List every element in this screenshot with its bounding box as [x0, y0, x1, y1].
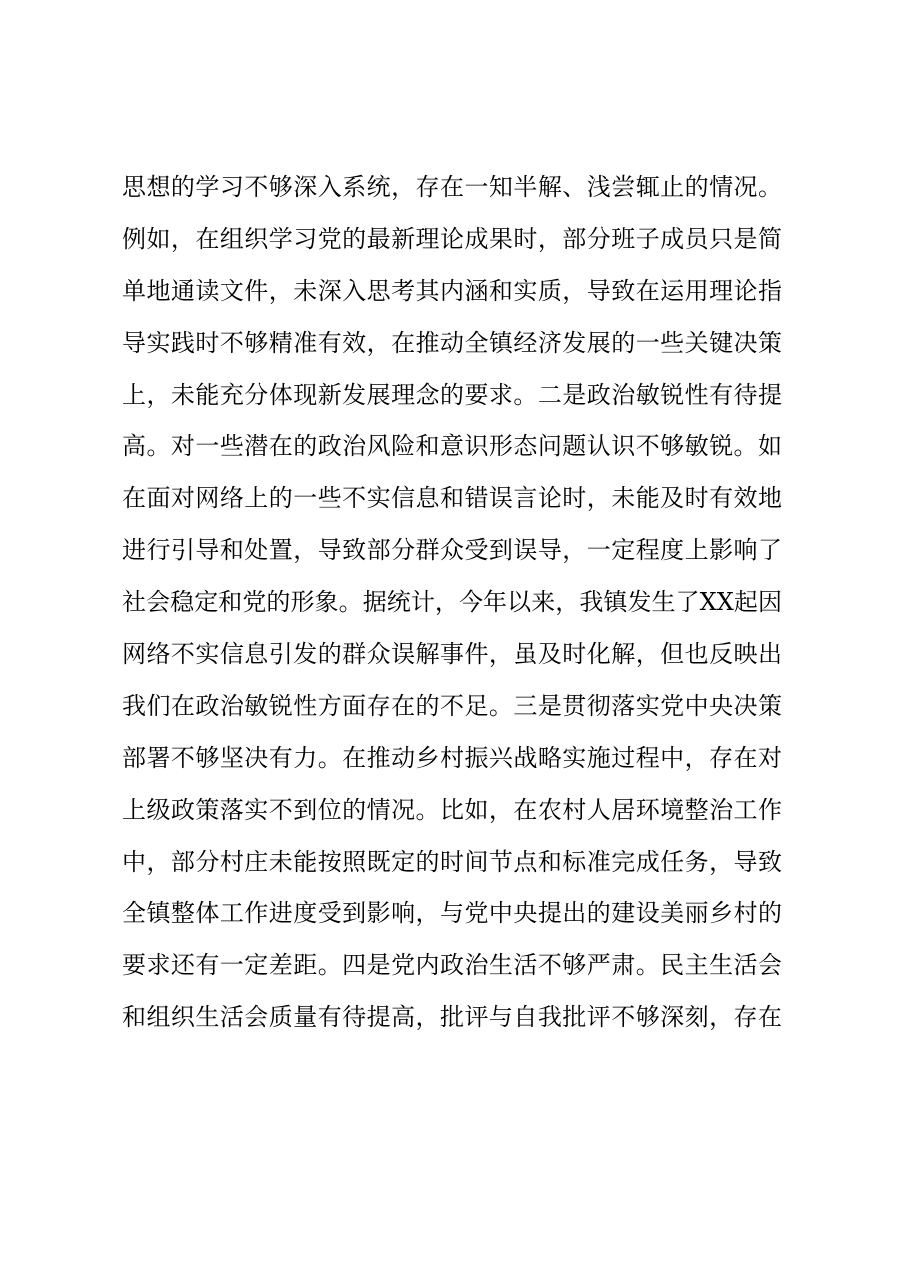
text-line: 例如，在组织学习党的最新理论成果时，部分班子成员只是简 — [122, 224, 782, 253]
text-line: 要求还有一定差距。四是党内政治生活不够严肃。民主生活会 — [122, 951, 782, 980]
text-line: 和组织生活会质量有待提高，批评与自我批评不够深刻，存在 — [122, 1003, 782, 1032]
text-line: 我们在政治敏锐性方面存在的不足。三是贯彻落实党中央决策 — [122, 691, 782, 720]
text-line: 网络不实信息引发的群众误解事件，虽及时化解，但也反映出 — [122, 640, 782, 669]
text-line: 单地通读文件，未深入思考其内涵和实质，导致在运用理论指 — [122, 276, 782, 305]
text-line: 上，未能充分体现新发展理念的要求。二是政治敏锐性有待提 — [122, 380, 782, 409]
text-line: 部署不够坚决有力。在推动乡村振兴战略实施过程中，存在对 — [122, 743, 782, 772]
text-line: 思想的学习不够深入系统，存在一知半解、浅尝辄止的情况。 — [122, 173, 782, 201]
text-line: 导实践时不够精准有效，在推动全镇经济发展的一些关键决策 — [122, 328, 782, 357]
text-line: 中，部分村庄未能按照既定的时间节点和标准完成任务，导致 — [122, 847, 782, 876]
text-line: 上级政策落实不到位的情况。比如，在农村人居环境整治工作 — [122, 795, 782, 824]
body-text — [122, 162, 782, 1044]
text-line: 进行引导和处置，导致部分群众受到误导，一定程度上影响了 — [122, 536, 782, 565]
text-line: 全镇整体工作进度受到影响，与党中央提出的建设美丽乡村的 — [122, 899, 782, 928]
text-line: 在面对网络上的一些不实信息和错误言论时，未能及时有效地 — [122, 484, 782, 513]
text-line: 高。对一些潜在的政治风险和意识形态问题认识不够敏锐。如 — [122, 432, 782, 461]
text-line: 社会稳定和党的形象。据统计，今年以来，我镇发生了XX起因 — [122, 588, 782, 617]
